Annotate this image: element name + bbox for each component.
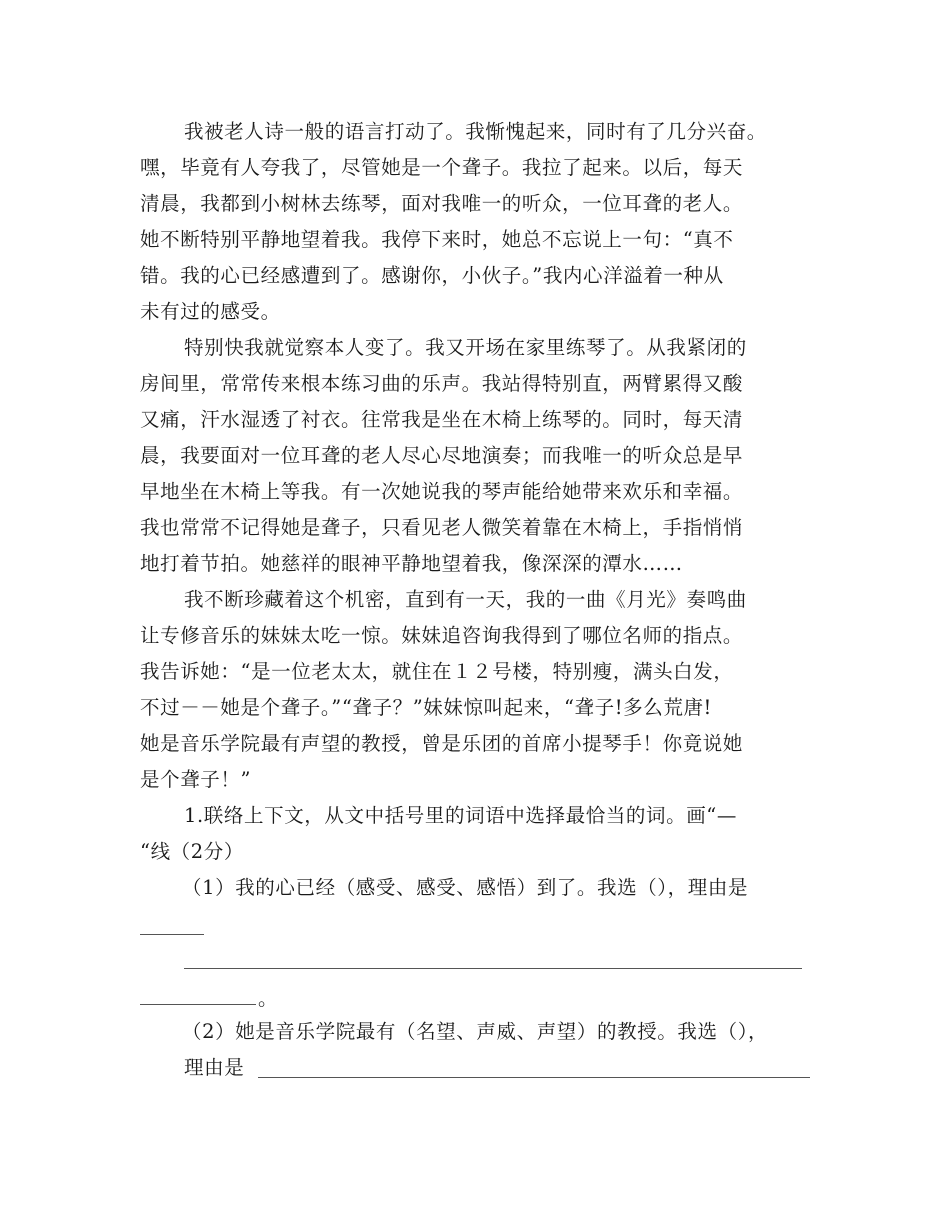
paragraph-2-line-1: 特别快我就觉察本人变了。我又开场在家里练琴了。从我紧闭的 <box>184 336 747 359</box>
paragraph-1-line-3: 清晨，我都到小树林去练琴，面对我唯一的听众，一位耳聋的老人。 <box>140 192 744 215</box>
paragraph-3-line-3: 我告诉她：“是一位老太太，就住在１２号楼，特别瘦，满头白发， <box>140 660 734 683</box>
answer-line-1a[interactable] <box>140 934 204 935</box>
paragraph-2-line-6: 我也常常不记得她是聋子，只看见老人微笑着靠在木椅上，手指悄悄 <box>140 516 744 539</box>
paragraph-3-line-2: 让专修音乐的妹妹太吃一惊。妹妹追咨询我得到了哪位名师的指点。 <box>140 624 744 647</box>
paragraph-2-line-4: 晨，我要面对一位耳聋的老人尽心尽地演奏；而我唯一的听众总是早 <box>140 444 744 467</box>
paragraph-2-line-7: 地打着节拍。她慈祥的眼神平静地望着我，像深深的潭水…… <box>140 552 683 575</box>
paragraph-2-line-5: 早地坐在木椅上等我。有一次她说我的琴声能给她带来欢乐和幸福。 <box>140 480 744 503</box>
paragraph-1-line-6: 未有过的感受。 <box>140 300 281 323</box>
paragraph-1-line-2: 嘿，毕竟有人夸我了，尽管她是一个聋子。我拉了起来。以后，每天 <box>140 156 744 179</box>
paragraph-3-line-5: 她是音乐学院最有声望的教授，曾是乐团的首席小提琴手！你竟说她 <box>140 732 744 755</box>
paragraph-3-line-4: 不过－－她是个聋子。”“聋子？”妹妹惊叫起来，“聋子!多么荒唐! <box>140 696 712 719</box>
paragraph-3-line-1: 我不断珍藏着这个机密，直到有一天，我的一曲《月光》奏鸣曲 <box>184 588 747 611</box>
paragraph-1-line-4: 她不断特别平静地望着我。我停下来时，她总不忘说上一句：“真不 <box>140 228 734 251</box>
subquestion-2-reason-label: 理由是 <box>184 1056 245 1079</box>
subquestion-1-text: （1）我的心已经（感受、感受、感悟）到了。我选（），理由是 <box>182 876 749 899</box>
answer-line-1b[interactable] <box>184 968 802 969</box>
subquestion-1-period: 。 <box>258 987 279 1010</box>
subquestion-2-text: （2）她是音乐学院最有（名望、声威、声望）的教授。我选（）， <box>182 1020 769 1043</box>
paragraph-1-line-1: 我被老人诗一般的语言打动了。我惭愧起来，同时有了几分兴奋。 <box>184 120 767 143</box>
answer-line-1c[interactable] <box>140 1004 256 1005</box>
paragraph-2-line-2: 房间里，常常传来根本练习曲的乐声。我站得特别直，两臂累得又酸 <box>140 372 744 395</box>
paragraph-1-line-5: 错。我的心已经感遭到了。感谢你，小伙子。”我内心洋溢着一种从 <box>140 264 724 287</box>
paragraph-2-line-3: 又痛，汗水湿透了衬衣。往常我是坐在木椅上练琴的。同时，每天清 <box>140 408 744 431</box>
question-1-prompt: 1.联络上下文，从文中括号里的词语中选择最恰当的词。画“— <box>184 804 737 827</box>
answer-line-2[interactable] <box>258 1077 810 1078</box>
question-1-prompt-cont: “线（2分） <box>140 840 244 863</box>
paragraph-3-line-6: 是个聋子！” <box>140 768 252 791</box>
